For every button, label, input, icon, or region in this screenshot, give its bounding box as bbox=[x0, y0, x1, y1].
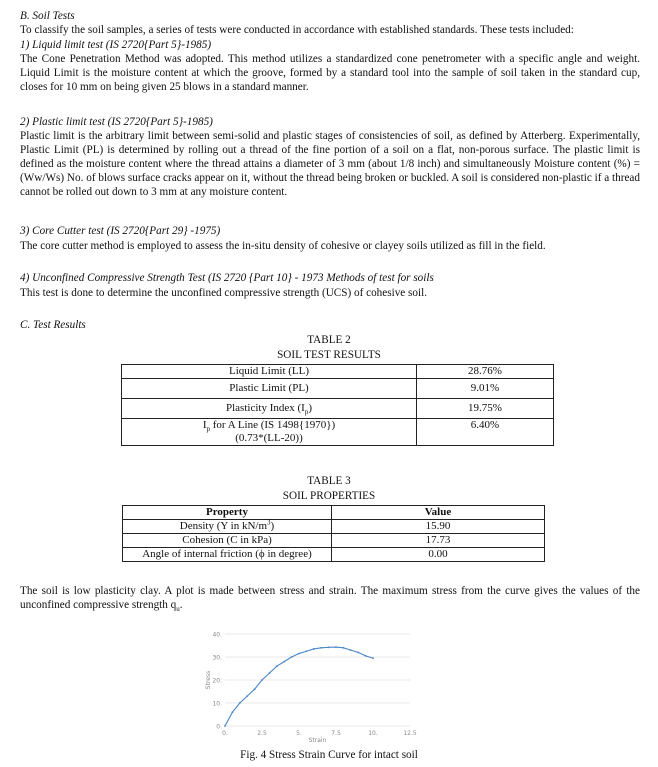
data-point bbox=[335, 646, 337, 648]
intro-paragraph: To classify the soil samples, a series of tests were conducted in accordance with established standards. These tests included: bbox=[20, 24, 574, 36]
table-cell: Plastic Limit (PL) bbox=[122, 379, 417, 399]
x-tick-label: 2.5 bbox=[257, 730, 267, 737]
table3 bbox=[122, 505, 545, 562]
x-tick-label: 10. bbox=[368, 730, 378, 737]
table2-number: TABLE 2 bbox=[307, 334, 351, 346]
x-tick-label: 7.5 bbox=[331, 730, 341, 737]
data-point bbox=[365, 655, 367, 657]
table-row bbox=[122, 365, 554, 379]
a-line-formula: (0.73*(LL-20)) bbox=[235, 432, 303, 444]
table-row bbox=[122, 419, 554, 446]
figure-caption: Fig. 4 Stress Strain Curve for intact soil bbox=[240, 749, 418, 761]
data-point bbox=[372, 657, 374, 659]
table-cell: Plasticity Index $(I_p)$ bbox=[122, 399, 417, 419]
section-b-heading: B. Soil Tests bbox=[20, 10, 75, 22]
table-cell: Angle of internal friction (ϕ in degree) bbox=[123, 548, 332, 562]
table-cell: 17.73 bbox=[332, 534, 545, 548]
test1-body: The Cone Penetration Method was adopted. This method utilizes a standardized cone penetrometer with a specific angle and weight. Liquid Limit is the moisture content at which the groove, formed by a standard tool into the sample of soil taken in the standard cup, closes for 10 mm on being given 25 blows in a standard manner. bbox=[20, 53, 640, 93]
table-cell: 9.01% bbox=[417, 379, 554, 399]
data-point bbox=[343, 647, 345, 649]
data-point bbox=[283, 661, 285, 663]
data-point bbox=[328, 646, 330, 648]
data-point bbox=[276, 665, 278, 667]
table-header: Value bbox=[332, 506, 545, 520]
table-cell: 15.90 bbox=[332, 520, 545, 534]
table-row bbox=[123, 534, 545, 548]
section-c-heading: C. Test Results bbox=[20, 319, 86, 331]
test4-heading: 4) Unconfined Compressive Strength Test (IS 2720 {Part 10} - 1973 Methods of test for soils bbox=[20, 272, 434, 284]
x-axis-label: Strain bbox=[308, 737, 327, 744]
table-row bbox=[123, 548, 545, 562]
table-cell: 19.75% bbox=[417, 399, 554, 419]
test4-body: This test is done to determine the unconfined compressive strength (UCS) of cohesive soil. bbox=[20, 287, 428, 299]
table-cell: Liquid Limit (LL) bbox=[122, 365, 417, 379]
y-axis-label: Stress bbox=[205, 670, 212, 690]
table-header: Property bbox=[123, 506, 332, 520]
data-point bbox=[239, 702, 241, 704]
table-row bbox=[122, 399, 554, 419]
data-point bbox=[313, 648, 315, 650]
test1-heading: 1) Liquid limit test (IS 2720{Part 5}-1985) bbox=[20, 39, 212, 51]
data-point bbox=[291, 656, 293, 658]
y-tick-label: 0. bbox=[216, 723, 222, 731]
table-cell: 0.00 bbox=[332, 548, 545, 562]
y-tick-label: 10. bbox=[212, 700, 222, 708]
x-tick-label: 0. bbox=[222, 730, 228, 737]
data-point bbox=[357, 652, 359, 654]
data-point bbox=[261, 679, 263, 681]
stress-strain-chart bbox=[205, 626, 417, 744]
test3-heading: 3) Core Cutter test (IS 2720{Part 29} -1975) bbox=[20, 225, 221, 237]
table-cell: 28.76% bbox=[417, 365, 554, 379]
table-cell: Cohesion (C in kPa) bbox=[123, 534, 332, 548]
data-point bbox=[232, 711, 234, 713]
data-point bbox=[254, 688, 256, 690]
table-cell: 6.40% bbox=[417, 419, 554, 446]
table3-number: TABLE 3 bbox=[307, 475, 351, 487]
table-cell: $I_p$ for A Line (IS 1498{1970}) (0.73*(LL-20)) bbox=[122, 419, 417, 446]
data-point bbox=[269, 672, 271, 674]
test3-body: The core cutter method is employed to assess the in-situ density of cohesive or clayey soils utilized as fill in the field. bbox=[20, 240, 546, 252]
y-tick-label: 30. bbox=[212, 654, 222, 662]
data-point bbox=[306, 650, 308, 652]
table-row bbox=[123, 520, 545, 534]
table2 bbox=[121, 364, 554, 446]
data-point bbox=[298, 653, 300, 655]
conclusion-paragraph: The soil is low plasticity clay. A plot is made between stress and strain. The maximum stress from the curve gives the values of the unconfined compressive strength $q_u$. bbox=[20, 585, 640, 614]
series-line bbox=[225, 647, 373, 726]
test2-heading: 2) Plastic limit test (IS 2720{Part 5}-1985) bbox=[20, 116, 213, 128]
table-cell: Density (Υ in $kN/m^3$) bbox=[123, 520, 332, 534]
x-tick-label: 12.5 bbox=[403, 730, 417, 737]
table-row bbox=[122, 379, 554, 399]
data-point bbox=[350, 649, 352, 651]
table-row bbox=[123, 506, 545, 520]
test2-body: Plastic limit is the arbitrary limit between semi-solid and plastic stages of consistencies of soil, as defined by Atterberg. Experimentally, Plastic Limit (PL) is determined by rolling out a thread of the fine portion of a soil on a flat, non-porous surface. The plastic limit is defined as the moisture content where the thread attains a diameter of 3 mm (about 1/8 inch) and simultaneously Moisture content (%) = (Ww/Ws) No. of blows surface cracks appear on it, without the thread being broken or buckled. A soil is considered non-plastic if a thread cannot be rolled out down to 3 mm at any moisture content. bbox=[20, 130, 640, 198]
data-point bbox=[320, 647, 322, 649]
table2-title: SOIL TEST RESULTS bbox=[277, 349, 381, 361]
y-tick-label: 20. bbox=[212, 677, 222, 685]
data-point bbox=[224, 725, 226, 727]
x-tick-label: 5. bbox=[296, 730, 302, 737]
y-tick-label: 40. bbox=[212, 631, 222, 639]
data-point bbox=[246, 695, 248, 697]
table3-title: SOIL PROPERTIES bbox=[282, 490, 376, 502]
